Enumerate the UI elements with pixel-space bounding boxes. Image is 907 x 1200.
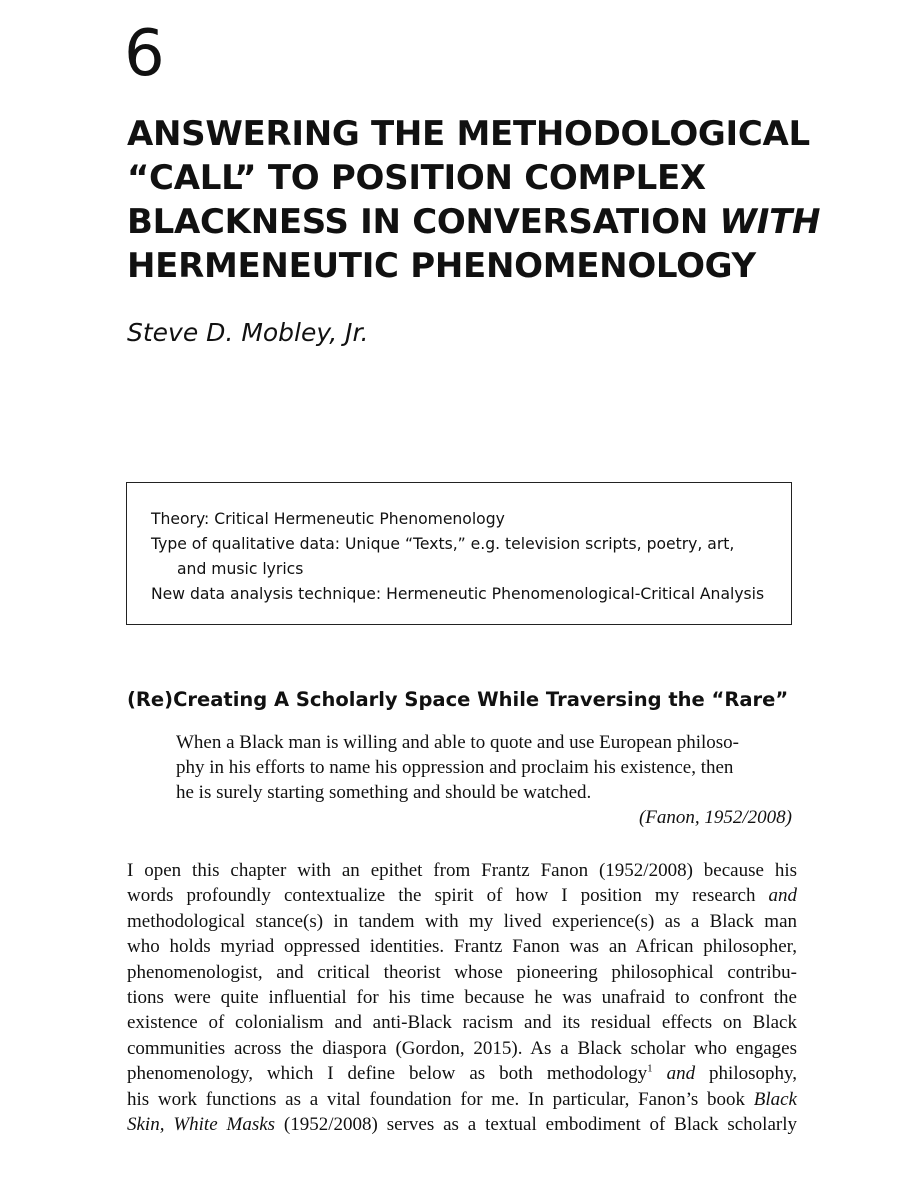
chapter-title-segment: BLACKNESS IN CONVERSATION xyxy=(127,202,720,242)
body-line: communities across the diaspora (Gordon, 2015). As a Black scholar who engages xyxy=(127,1037,797,1059)
footnote-marker: 1 xyxy=(647,1062,653,1075)
epigraph-citation: (Fanon, 1952/2008) xyxy=(638,807,792,828)
section-heading: (Re)Creating A Scholarly Space While Traversing the “Rare” xyxy=(127,688,789,711)
epigraph-line: When a Black man is willing and able to quote and use European philoso- xyxy=(176,732,739,753)
body-line: who holds myriad oppressed identities. Frantz Fanon was an African philosopher, xyxy=(127,936,797,958)
chapter-title-line: HERMENEUTIC PHENOMENOLOGY xyxy=(127,246,756,286)
body-line: existence of colonialism and anti-Black racism and its residual effects on Black xyxy=(127,1012,797,1034)
chapter-title-line: ANSWERING THE METHODOLOGICAL xyxy=(127,114,810,154)
body-segment: his work functions as a vital foundation for me. In particular, Fanon’s book xyxy=(127,1088,754,1110)
chapter-summary-box xyxy=(126,482,792,625)
chapter-title xyxy=(127,112,827,288)
body-emphasis: and xyxy=(768,885,797,907)
theory-line: Theory: Critical Hermeneutic Phenomenology xyxy=(151,510,505,528)
epigraph-line: he is surely starting something and should be watched. xyxy=(176,782,592,803)
data-type-line: Type of qualitative data: Unique “Texts,” e.g. television scripts, poetry, art, xyxy=(151,535,735,553)
technique-line: New data analysis technique: Hermeneutic Phenomenological-Critical Analysis xyxy=(151,585,765,603)
book-title: Black xyxy=(753,1088,797,1110)
book-title: Skin, White Masks xyxy=(127,1114,276,1136)
author-name: Steve D. Mobley, Jr. xyxy=(127,318,369,347)
chapter-title-emphasis: WITH xyxy=(719,202,821,242)
body-line xyxy=(127,1061,797,1086)
chapter-number: 6 xyxy=(124,17,165,91)
epigraph-line: phy in his efforts to name his oppression and proclaim his existence, then xyxy=(176,757,734,778)
chapter-title-line xyxy=(127,200,827,244)
body-line xyxy=(127,1087,797,1112)
data-type-line-continued: and music lyrics xyxy=(177,560,304,578)
body-segment: philosophy, xyxy=(695,1063,798,1085)
body-emphasis: and xyxy=(652,1063,696,1085)
epigraph xyxy=(176,730,796,830)
body-line: methodological stance(s) in tandem with my lived experience(s) as a Black man xyxy=(127,910,797,932)
body-paragraph xyxy=(127,858,797,1137)
body-line: phenomenologist, and critical theorist whose pioneering philosophical contribu- xyxy=(127,961,797,983)
body-line xyxy=(127,883,797,908)
body-segment: words profoundly contextualize the spirit of how I position my research xyxy=(127,885,769,907)
body-line xyxy=(127,1112,797,1137)
body-segment: (1952/2008) serves as a textual embodiment of Black scholarly xyxy=(275,1114,797,1136)
chapter-title-line: “CALL” TO POSITION COMPLEX xyxy=(127,158,706,198)
body-segment: phenomenology, which I define below as both methodology xyxy=(127,1063,648,1085)
body-line: tions were quite influential for his time because he was unafraid to confront the xyxy=(127,987,797,1009)
body-line: I open this chapter with an epithet from Frantz Fanon (1952/2008) because his xyxy=(127,860,797,881)
